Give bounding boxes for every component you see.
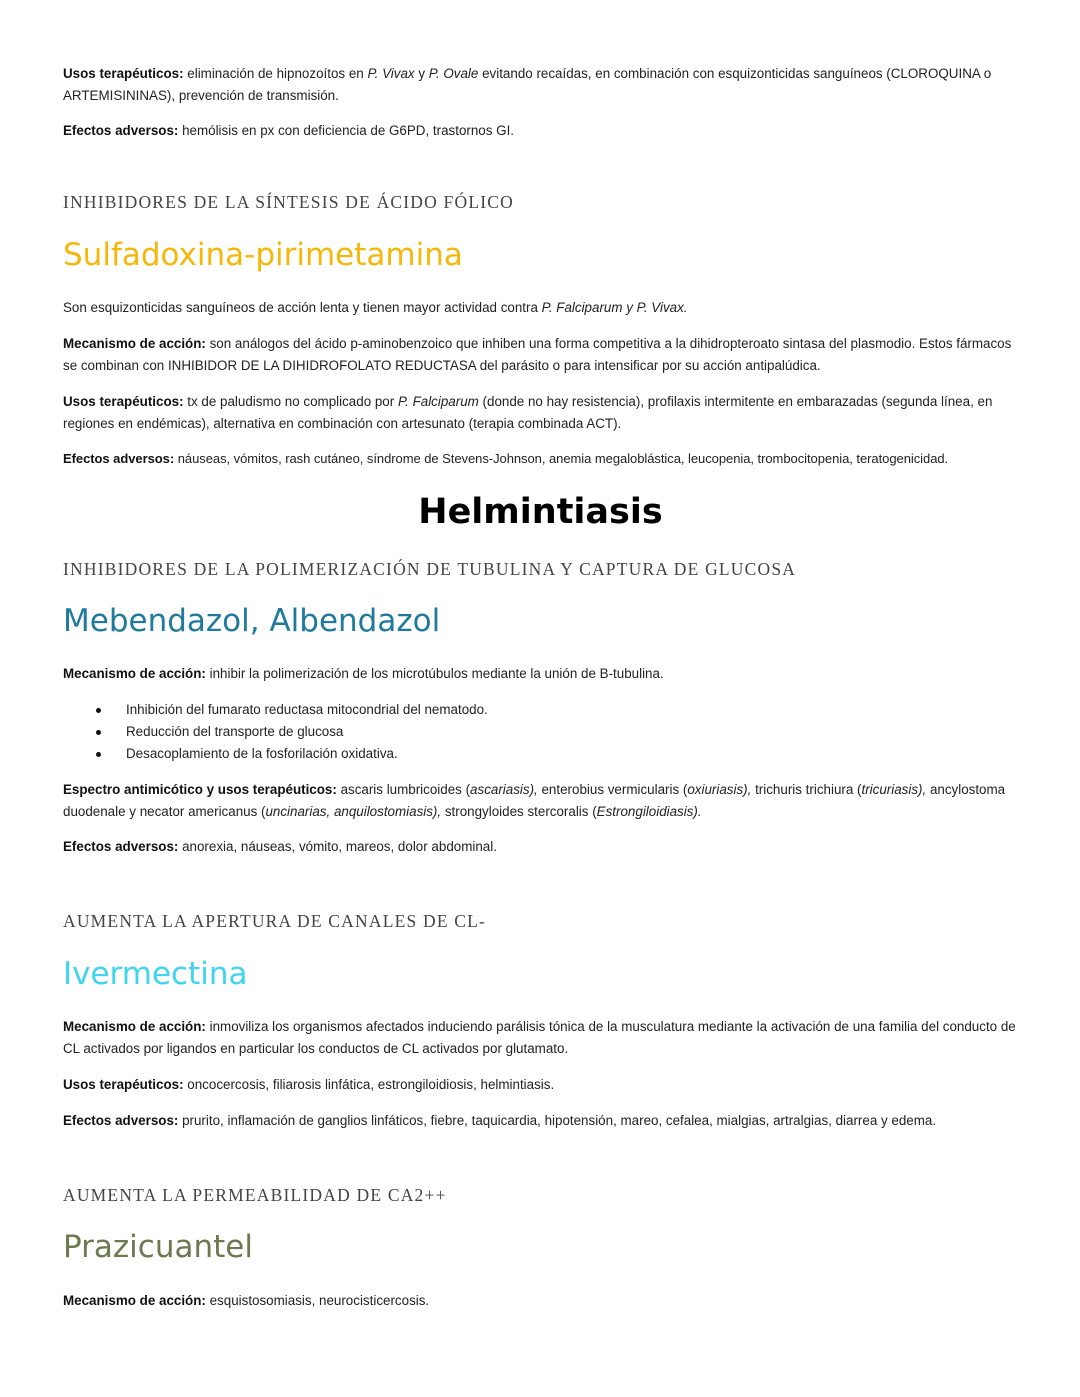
label-efectos-adversos: Efectos adversos: (63, 1113, 179, 1128)
label-usos-terapeuticos: Usos terapéuticos: (63, 66, 184, 81)
paragraph-efectos-adversos-primaquina: Efectos adversos: hemólisis en px con deficiencia de G6PD, trastornos GI. (63, 123, 515, 138)
section-heading-acido-folico: INHIBIDORES DE LA SÍNTESIS DE ÁCIDO FÓLICO (63, 192, 514, 212)
paragraph-intro-sulfadoxina: Son esquizonticidas sanguíneos de acción lenta y tienen mayor actividad contra P. Falciparum y P. Vivax. (63, 300, 688, 315)
paragraph-usos-terapeuticos-primaquina: Usos terapéuticos: eliminación de hipnozoítos en P. Vivax y P. Ovale evitando recaídas, en combinación con esquizonticidas sanguíneos (CLOROQUINA o ARTEMISININAS), prevención de transmisión. (63, 66, 992, 103)
paragraph-espectro-mebendazol: Espectro antimicótico y usos terapéuticos: ascaris lumbricoides (ascariasis), enterobius vermicularis (oxiuriasis), trichuris trichiura (tricuriasis), ancylostoma duodenale y necator americanus (uncinarias, anquilostomiasis), strongyloides stercoralis (Estrongiloidiasis). (63, 782, 1006, 819)
label-espectro-antimicotico: Espectro antimicótico y usos terapéuticos: (63, 782, 337, 797)
section-heading-tubulina: INHIBIDORES DE LA POLIMERIZACIÓN DE TUBULINA Y CAPTURA DE GLUCOSA (63, 559, 797, 579)
label-efectos-adversos: Efectos adversos: (63, 451, 175, 466)
mechanism-bullet-list (63, 699, 1018, 765)
label-mecanismo-de-accion: Mecanismo de acción: (63, 1019, 206, 1034)
label-efectos-adversos: Efectos adversos: (63, 123, 179, 138)
paragraph-mecanismo-sulfadoxina: Mecanismo de acción: son análogos del ácido p-aminobenzoico que inhiben una forma competitiva a la dihidropteroato sintasa del plasmodio. Estos fármacos se combinan con INHIBIDOR DE LA DIHIDROFOLATO REDUCTASA del parásito o para intensificar por su acción antipalúdica. (63, 336, 1012, 373)
label-mecanismo-de-accion: Mecanismo de acción: (63, 666, 206, 681)
drug-title-mebendazol: Mebendazol, Albendazol (63, 603, 441, 639)
drug-title-sulfadoxina: Sulfadoxina-pirimetamina (63, 237, 463, 273)
label-mecanismo-de-accion: Mecanismo de acción: (63, 1293, 206, 1308)
drug-title-ivermectina: Ivermectina (63, 956, 248, 992)
paragraph-usos-sulfadoxina: Usos terapéuticos: tx de paludismo no complicado por P. Falciparum (donde no hay resistencia), profilaxis intermitente en embarazadas (segunda línea, en regiones en endémicas), alternativa en combinación con artesunato (terapia combinada ACT). (63, 394, 993, 431)
paragraph-mecanismo-prazicuantel: Mecanismo de acción: esquistosomiasis, neurocisticercosis. (63, 1293, 430, 1308)
label-efectos-adversos: Efectos adversos: (63, 839, 179, 854)
paragraph-efectos-mebendazol: Efectos adversos: anorexia, náuseas, vómito, mareos, dolor abdominal. (63, 839, 497, 854)
paragraph-mecanismo-ivermectina: Mecanismo de acción: inmoviliza los organismos afectados induciendo parálisis tónica de la musculatura mediante la activación de una familia del conducto de CL activados por ligandos en particular los conductos de CL activados por glutamato. (63, 1019, 1016, 1056)
list-item: Desacoplamiento de la fosforilación oxidativa. (63, 743, 1018, 765)
paragraph-efectos-sulfadoxina: Efectos adversos: náuseas, vómitos, rash cutáneo, síndrome de Stevens-Johnson, anemia megaloblástica, leucopenia, trombocitopenia, teratogenicidad. (63, 451, 949, 466)
label-usos-terapeuticos: Usos terapéuticos: (63, 394, 184, 409)
section-heading-calcio: AUMENTA LA PERMEABILIDAD DE CA2++ (63, 1185, 447, 1205)
list-item: Inhibición del fumarato reductasa mitocondrial del nematodo. (63, 699, 1018, 721)
label-mecanismo-de-accion: Mecanismo de acción: (63, 336, 206, 351)
chapter-title-helmintiasis: Helmintiasis (418, 492, 663, 532)
paragraph-mecanismo-mebendazol: Mecanismo de acción: inhibir la polimerización de los microtúbulos mediante la unión de B-tubulina. (63, 666, 664, 681)
label-usos-terapeuticos: Usos terapéuticos: (63, 1077, 184, 1092)
list-item: Reducción del transporte de glucosa (63, 721, 1018, 743)
paragraph-efectos-ivermectina: Efectos adversos: prurito, inflamación de ganglios linfáticos, fiebre, taquicardia, hipotensión, mareo, cefalea, mialgias, artralgias, diarrea y edema. (63, 1113, 937, 1128)
section-heading-canales-cl: AUMENTA LA APERTURA DE CANALES DE CL- (63, 911, 487, 931)
drug-title-prazicuantel: Prazicuantel (63, 1229, 253, 1265)
paragraph-usos-ivermectina: Usos terapéuticos: oncocercosis, filiarosis linfática, estrongiloidiosis, helmintiasis. (63, 1077, 555, 1092)
